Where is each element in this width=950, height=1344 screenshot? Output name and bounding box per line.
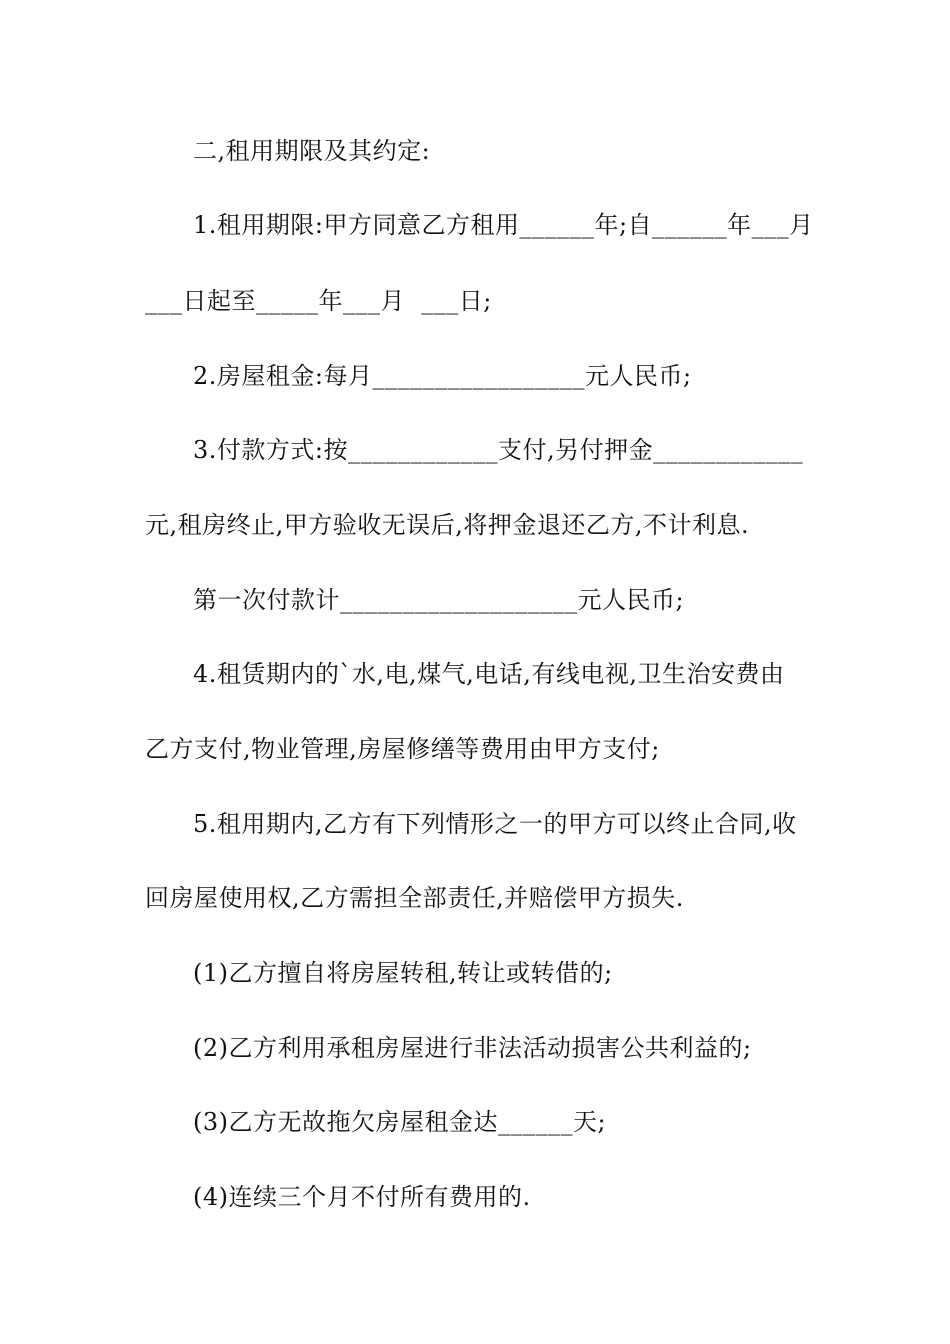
condition-1: (1)乙方擅自将房屋转租,转让或转借的;: [193, 959, 613, 987]
condition-4: (4)连续三个月不付所有费用的.: [193, 1183, 531, 1211]
clause-3-payment-method: 3.付款方式:按____________支付,另付押金____________: [193, 436, 804, 464]
clause-5-termination: 5.租用期内,乙方有下列情形之一的甲方可以终止合同,收: [193, 810, 797, 838]
condition-2: (2)乙方利用承租房屋进行非法活动损害公共利益的;: [193, 1034, 752, 1062]
clause-1-rental-period: 1.租用期限:甲方同意乙方租用______年;自______年___月: [193, 211, 814, 239]
clause-3-continuation: 元,租房终止,甲方验收无误后,将押金退还乙方,不计利息.: [145, 511, 750, 539]
clause-4-utilities: 4.租赁期内的`水,电,煤气,电话,有线电视,卫生治安费由: [193, 660, 785, 688]
clause-4-continuation: 乙方支付,物业管理,房屋修缮等费用由甲方支付;: [145, 735, 660, 763]
section-heading: 二,租用期限及其约定:: [193, 137, 431, 165]
clause-5-continuation: 回房屋使用权,乙方需担全部责任,并赔偿甲方损失.: [145, 884, 684, 912]
clause-2-rent: 2.房屋租金:每月_________________元人民币;: [193, 362, 692, 390]
first-payment: 第一次付款计___________________元人民币;: [193, 586, 685, 614]
clause-1-continuation: ___日起至_____年___月 ___日;: [145, 287, 492, 315]
condition-3: (3)乙方无故拖欠房屋租金达______天;: [193, 1108, 607, 1136]
